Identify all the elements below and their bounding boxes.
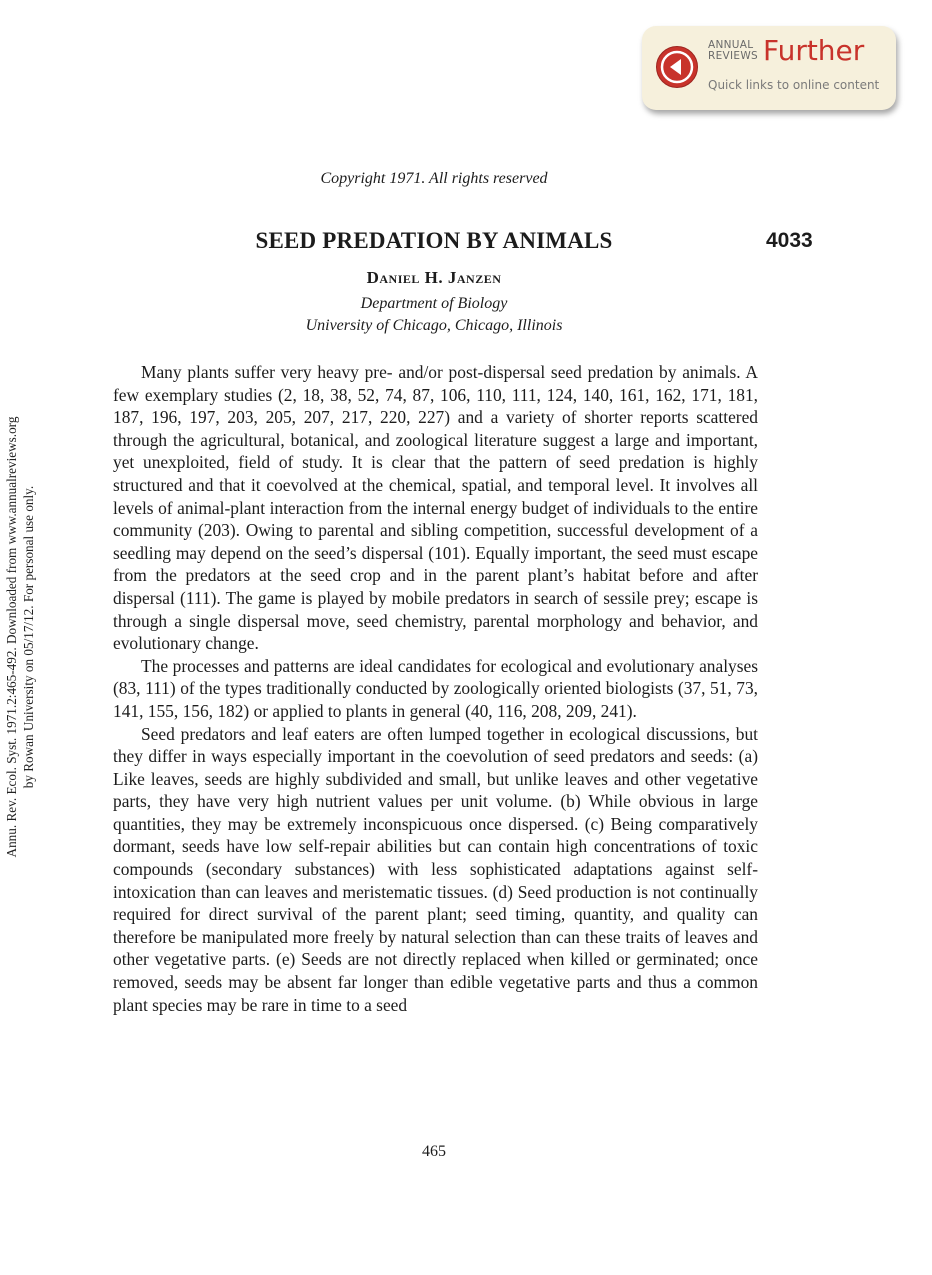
copyright-notice: Copyright 1971. All rights reserved bbox=[320, 170, 548, 187]
download-stamp-line1: Annu. Rev. Ecol. Syst. 1971.2:465-492. Downloaded from www.annualreviews.org bbox=[4, 416, 19, 858]
author-department: Department of Biology bbox=[360, 295, 508, 312]
author-university: University of Chicago, Chicago, Illinois bbox=[305, 317, 563, 334]
article-body bbox=[113, 361, 758, 1016]
annual-label: ANNUAL bbox=[708, 39, 754, 51]
play-back-icon[interactable] bbox=[656, 46, 698, 88]
body-paragraph: The processes and patterns are ideal candidates for ecological and evolutionary analyses (83, 111) of the types traditionally conducted by zoologically oriented biologists (37, 51, 73, 141, 155, 156, 182) or applied to plants in general (40, 116, 208, 209, 241). bbox=[113, 655, 758, 721]
further-tagline[interactable]: Quick links to online content bbox=[708, 78, 880, 92]
annual-reviews-logo bbox=[708, 40, 758, 62]
body-paragraph: Seed predators and leaf eaters are often lumped together in ecological discussions, but they differ in ways especially important in the coevolution of seed predators and seeds: (a) Like leaves, seeds are highly subdivided and small, but unlike leaves and other vegetative parts, they have very high nutrient values per unit volume. (b) While obvious in large quantities, they may be extremely inconspicuous once dispersed. (c) Being comparatively dormant, seeds have low self-repair abilities but can contain high concentrations of toxic compounds (secondary substances) with less sophisticated adaptations against self-intoxication than can leaves and meristematic tissues. (d) Seed production is not continually required for direct survival of the parent plant; seed timing, quantity, and quality can therefore be manipulated more freely by natural selection than can these traits of leaves and other vegetative parts. (e) Seeds are not directly replaced when killed or germinated; once removed, seeds may be absent far longer than edible vegetative parts and thus a common plant species may be rare in time to a seed bbox=[113, 723, 758, 1015]
reviews-label: REVIEWS bbox=[708, 50, 758, 62]
download-stamp-line2: by Rowan University on 05/17/12. For personal use only. bbox=[21, 485, 36, 789]
article-title: SEED PREDATION BY ANIMALS bbox=[255, 228, 613, 253]
article-number: 4033 bbox=[766, 229, 813, 252]
further-badge[interactable] bbox=[642, 26, 896, 110]
download-stamp bbox=[3, 357, 53, 917]
author-name: Daniel H. Janzen bbox=[366, 268, 502, 287]
page-number: 465 bbox=[422, 1143, 446, 1160]
body-paragraph: Many plants suffer very heavy pre- and/or post-dispersal seed predation by animals. A few exemplary studies (2, 18, 38, 52, 74, 87, 106, 110, 111, 124, 140, 161, 162, 171, 181, 187, 196, 197, 203, 205, 207, 217, 220, 227) and a variety of shorter reports scattered through the agricultural, botanical, and zoological literature suggest a large and important, yet unexploited, field of study. It is clear that the pattern of seed predation is highly structured and that it coevolved at the chemical, spatial, and temporal level. It involves all levels of animal-plant interaction from the internal energy budget of individuals to the entire community (203). Owing to parental and sibling competition, successful development of a seedling may depend on the seed’s dispersal (101). Equally important, the seed must escape from the predators at the seed crop and in the parent plant’s habitat before and after dispersal (111). The game is played by mobile predators in search of sessile prey; escape is through a single dispersal move, seed chemistry, parental morphology and behavior, and evolutionary change. bbox=[113, 362, 758, 654]
further-label: Further bbox=[763, 34, 865, 67]
